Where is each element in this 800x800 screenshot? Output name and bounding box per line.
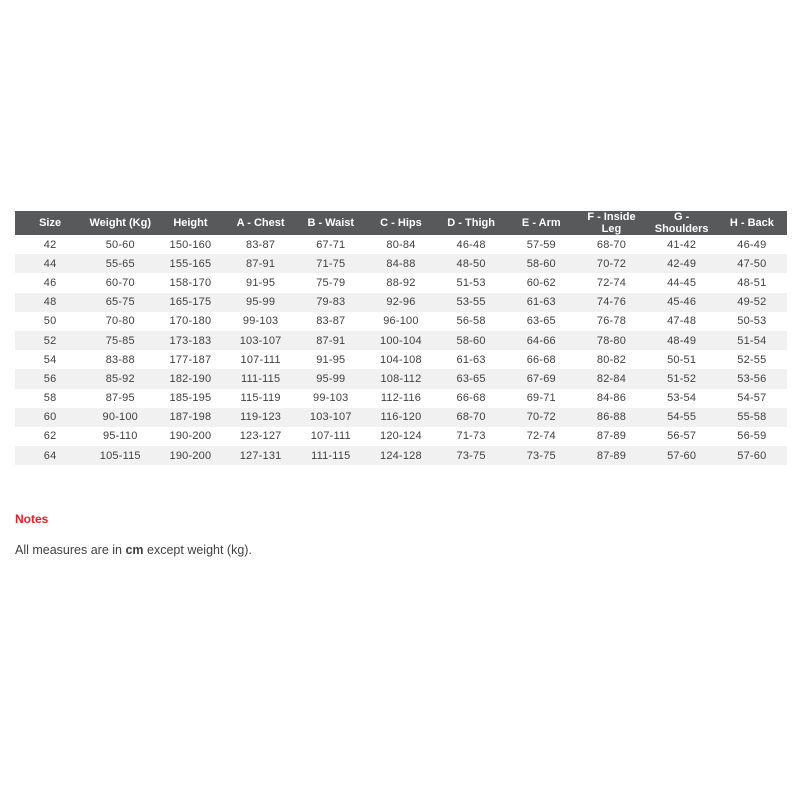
table-cell: 60-70 (105, 276, 135, 289)
table-row (15, 331, 787, 350)
table-row (15, 312, 787, 331)
column-header: D - Thigh (436, 211, 506, 235)
table-cell: 85-92 (105, 372, 135, 385)
table-cell: 53-54 (667, 392, 697, 405)
table-cell: 87-95 (105, 392, 135, 405)
table-cell: 170-180 (169, 315, 212, 328)
table-cell: 107-111 (240, 353, 281, 366)
table-cell: 64-66 (526, 334, 556, 347)
table-cell: 46-48 (456, 238, 486, 251)
table-row (15, 273, 787, 292)
table-cell: 190-200 (169, 449, 212, 462)
table-cell: 177-187 (169, 353, 212, 366)
table-cell: 57-60 (667, 449, 697, 462)
table-cell: 112-116 (380, 392, 422, 405)
table-cell: 185-195 (169, 392, 212, 405)
table-cell: 123-127 (239, 430, 282, 443)
table-cell: 87-89 (596, 449, 627, 462)
table-cell: 57-60 (737, 449, 767, 462)
table-cell: 75-79 (316, 276, 346, 289)
table-cell: 190-200 (169, 430, 212, 443)
table-cell: 48 (43, 296, 57, 309)
table-cell: 92-96 (386, 296, 416, 309)
table-cell: 95-99 (246, 296, 276, 309)
table-cell: 64 (43, 449, 57, 462)
table-cell: 105-115 (99, 449, 141, 462)
table-cell: 96-100 (383, 315, 419, 328)
table-cell: 120-124 (380, 430, 422, 443)
table-head (15, 211, 787, 235)
table-cell: 51-54 (737, 334, 767, 347)
table-cell: 50-51 (667, 353, 697, 366)
table-cell: 46-49 (737, 238, 767, 251)
table-cell: 99-103 (313, 392, 349, 405)
table-cell: 66-68 (526, 353, 556, 366)
table-cell: 70-72 (526, 411, 556, 424)
table-cell: 88-92 (386, 276, 416, 289)
table-cell: 62 (43, 430, 57, 443)
size-chart-table-container (15, 211, 787, 465)
table-cell: 111-115 (311, 449, 351, 462)
table-cell: 78-80 (596, 334, 627, 347)
table-cell: 51-52 (667, 372, 697, 385)
table-cell: 87-91 (316, 334, 346, 347)
table-cell: 91-95 (316, 353, 346, 366)
table-cell: 66-68 (456, 392, 486, 405)
table-cell: 72-74 (596, 276, 627, 289)
table-cell: 58-60 (456, 334, 486, 347)
column-header: Height (155, 211, 225, 235)
table-cell: 103-107 (239, 334, 282, 347)
table-cell: 182-190 (169, 372, 212, 385)
table-row (15, 293, 787, 312)
table-cell: 115-119 (240, 392, 281, 405)
table-cell: 56-57 (667, 430, 697, 443)
table-row (15, 446, 787, 465)
table-cell: 84-88 (386, 257, 416, 270)
table-cell: 54-57 (737, 392, 767, 405)
table-cell: 53-56 (737, 372, 767, 385)
table-cell: 155-165 (169, 257, 212, 270)
table-row (15, 235, 787, 254)
table-cell: 60-62 (526, 276, 556, 289)
table-row (15, 408, 787, 427)
table-cell: 108-112 (380, 372, 422, 385)
table-row (15, 254, 787, 273)
table-cell: 54-55 (667, 411, 697, 424)
table-cell: 44 (43, 257, 57, 270)
table-cell: 56-59 (737, 430, 767, 443)
table-cell: 60 (43, 411, 57, 424)
table-cell: 54 (43, 353, 57, 366)
table-cell: 87-91 (246, 257, 276, 270)
table-cell: 69-71 (526, 392, 556, 405)
table-cell: 71-73 (456, 430, 486, 443)
table-cell: 61-63 (526, 296, 556, 309)
column-header: F - Inside Leg (576, 211, 646, 235)
table-cell: 50-53 (737, 315, 767, 328)
table-cell: 91-95 (246, 276, 276, 289)
table-cell: 103-107 (309, 411, 352, 424)
table-cell: 42-49 (667, 257, 697, 270)
table-row (15, 350, 787, 369)
table-cell: 75-85 (105, 334, 135, 347)
table-cell: 42 (43, 238, 57, 251)
table-cell: 65-75 (105, 296, 135, 309)
column-header: Weight (Kg) (85, 211, 155, 235)
table-cell: 127-131 (239, 449, 282, 462)
table-cell: 76-78 (596, 315, 627, 328)
table-body (15, 235, 787, 465)
table-cell: 55-65 (105, 257, 135, 270)
table-cell: 87-89 (596, 430, 627, 443)
table-cell: 56 (43, 372, 57, 385)
notes-section (15, 512, 775, 557)
table-cell: 49-52 (737, 296, 767, 309)
table-cell: 70-72 (596, 257, 627, 270)
column-header: E - Arm (506, 211, 576, 235)
column-header: C - Hips (366, 211, 436, 235)
table-cell: 79-83 (316, 296, 346, 309)
table-cell: 73-75 (456, 449, 486, 462)
table-cell: 119-123 (240, 411, 282, 424)
table-cell: 58-60 (526, 257, 556, 270)
table-cell: 80-84 (386, 238, 416, 251)
table-cell: 71-75 (316, 257, 346, 270)
table-cell: 48-51 (737, 276, 767, 289)
table-cell: 187-198 (169, 411, 212, 424)
table-row (15, 427, 787, 446)
notes-text (15, 543, 775, 557)
table-header-row (15, 211, 787, 235)
table-cell: 99-103 (242, 315, 279, 328)
column-header: A - Chest (226, 211, 296, 235)
table-cell: 72-74 (526, 430, 556, 443)
table-cell: 124-128 (380, 449, 422, 462)
table-cell: 56-58 (456, 315, 486, 328)
table-row (15, 369, 787, 388)
table-cell: 83-87 (246, 238, 276, 251)
table-cell: 48-49 (667, 334, 697, 347)
table-cell: 61-63 (456, 353, 486, 366)
table-cell: 47-48 (667, 315, 697, 328)
table-cell: 68-70 (456, 411, 486, 424)
table-cell: 80-82 (596, 353, 627, 366)
table-cell: 165-175 (169, 296, 212, 309)
table-cell: 68-70 (596, 238, 627, 251)
column-header: H - Back (717, 211, 787, 235)
table-cell: 57-59 (526, 238, 556, 251)
table-cell: 50-60 (105, 238, 135, 251)
table-cell: 116-120 (380, 411, 422, 424)
table-cell: 50 (43, 315, 57, 328)
table-cell: 83-88 (105, 353, 135, 366)
table-cell: 111-115 (240, 372, 281, 385)
table-cell: 100-104 (380, 334, 422, 347)
table-cell: 48-50 (456, 257, 486, 270)
table-cell: 95-110 (102, 430, 138, 443)
notes-text-suffix: except weight (kg). (143, 543, 252, 557)
table-cell: 73-75 (526, 449, 556, 462)
table-cell: 90-100 (102, 411, 138, 424)
table-cell: 63-65 (456, 372, 486, 385)
table-cell: 67-71 (316, 238, 346, 251)
notes-text-unit: cm (125, 543, 144, 557)
table-cell: 52 (43, 334, 57, 347)
table-cell: 67-69 (526, 372, 556, 385)
table-cell: 44-45 (667, 276, 697, 289)
table-cell: 107-111 (310, 430, 351, 443)
table-cell: 70-80 (105, 315, 135, 328)
table-cell: 41-42 (667, 238, 697, 251)
notes-title: Notes (15, 512, 49, 526)
column-header: B - Waist (296, 211, 366, 235)
table-cell: 52-55 (737, 353, 767, 366)
table-cell: 84-86 (596, 392, 627, 405)
table-cell: 46 (43, 276, 57, 289)
table-row (15, 389, 787, 408)
table-cell: 45-46 (667, 296, 697, 309)
column-header: Size (15, 211, 85, 235)
column-header: G - Shoulders (647, 211, 717, 235)
table-cell: 104-108 (380, 353, 422, 366)
table-cell: 51-53 (456, 276, 486, 289)
table-cell: 53-55 (456, 296, 486, 309)
table-cell: 86-88 (596, 411, 627, 424)
table-cell: 150-160 (169, 238, 212, 251)
table-cell: 74-76 (596, 296, 627, 309)
table-cell: 63-65 (526, 315, 556, 328)
table-cell: 58 (43, 392, 57, 405)
table-cell: 47-50 (737, 257, 767, 270)
table-cell: 95-99 (316, 372, 346, 385)
table-cell: 158-170 (169, 276, 212, 289)
table-cell: 83-87 (316, 315, 346, 328)
notes-text-prefix: All measures are in (15, 543, 126, 557)
table-cell: 82-84 (596, 372, 627, 385)
size-chart-table (15, 211, 787, 465)
table-cell: 55-58 (737, 411, 767, 424)
table-cell: 173-183 (169, 334, 212, 347)
